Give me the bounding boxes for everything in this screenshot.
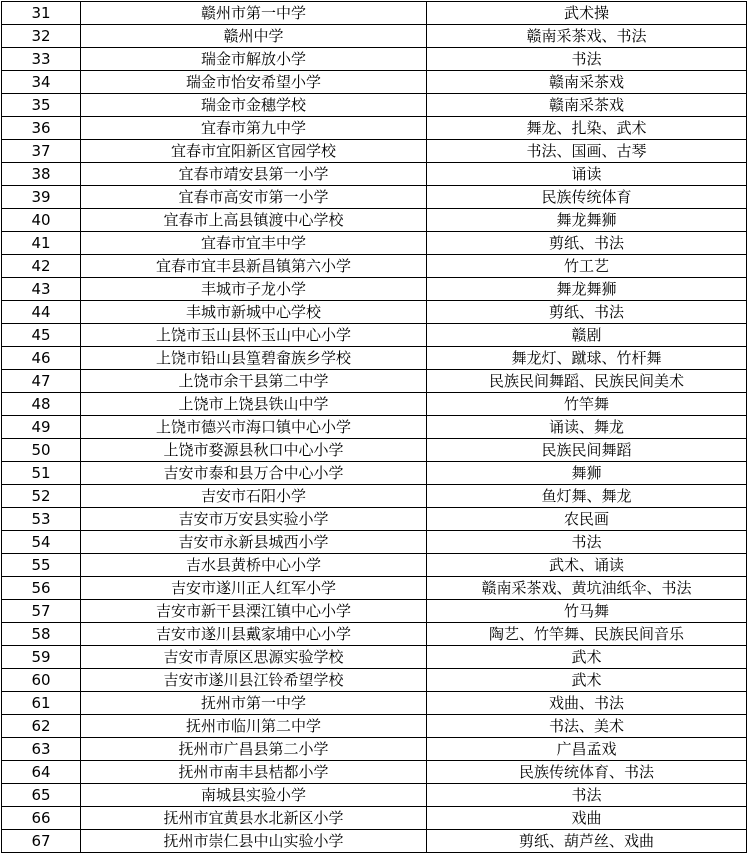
row-number-cell: 42 — [2, 255, 81, 278]
table-row — [2, 830, 747, 853]
table-row — [2, 370, 747, 393]
row-number-cell: 31 — [2, 2, 81, 25]
activity-items-cell: 舞龙舞狮 — [427, 209, 747, 232]
school-name-cell: 抚州市崇仁县中山实验小学 — [81, 830, 427, 853]
table-row — [2, 94, 747, 117]
row-number-cell: 43 — [2, 278, 81, 301]
row-number-cell: 61 — [2, 692, 81, 715]
row-number-cell: 47 — [2, 370, 81, 393]
school-name-cell: 吉安市泰和县万合中心小学 — [81, 462, 427, 485]
activity-items-cell: 赣南采茶戏 — [427, 94, 747, 117]
school-name-cell: 吉安市遂川县江铃希望学校 — [81, 669, 427, 692]
activity-items-cell: 广昌孟戏 — [427, 738, 747, 761]
row-number-cell: 62 — [2, 715, 81, 738]
row-number-cell: 38 — [2, 163, 81, 186]
school-name-cell: 宜春市宜阳新区官园学校 — [81, 140, 427, 163]
activity-items-cell: 舞龙舞狮 — [427, 278, 747, 301]
activity-items-cell: 民族民间舞蹈 — [427, 439, 747, 462]
school-name-cell: 宜春市高安市第一小学 — [81, 186, 427, 209]
activity-items-cell: 民族传统体育 — [427, 186, 747, 209]
school-name-cell: 吉安市青原区思源实验学校 — [81, 646, 427, 669]
row-number-cell: 40 — [2, 209, 81, 232]
school-name-cell: 抚州市广昌县第二小学 — [81, 738, 427, 761]
table-row — [2, 416, 747, 439]
activity-items-cell: 剪纸、书法 — [427, 232, 747, 255]
table-row — [2, 807, 747, 830]
activity-items-cell: 剪纸、葫芦丝、戏曲 — [427, 830, 747, 853]
activity-items-cell: 武术操 — [427, 2, 747, 25]
table-row — [2, 301, 747, 324]
table-body — [2, 2, 747, 853]
row-number-cell: 50 — [2, 439, 81, 462]
school-name-cell: 丰城市子龙小学 — [81, 278, 427, 301]
school-name-cell: 宜春市第九中学 — [81, 117, 427, 140]
school-name-cell: 宜春市靖安县第一小学 — [81, 163, 427, 186]
table-row — [2, 347, 747, 370]
school-name-cell: 上饶市玉山县怀玉山中心小学 — [81, 324, 427, 347]
row-number-cell: 35 — [2, 94, 81, 117]
row-number-cell: 32 — [2, 25, 81, 48]
activity-items-cell: 舞狮 — [427, 462, 747, 485]
table-row — [2, 2, 747, 25]
table-row — [2, 485, 747, 508]
activity-items-cell: 书法、国画、古琴 — [427, 140, 747, 163]
activity-items-cell: 武术 — [427, 669, 747, 692]
table-row — [2, 117, 747, 140]
school-name-cell: 吉安市遂川正人红军小学 — [81, 577, 427, 600]
activity-items-cell: 鱼灯舞、舞龙 — [427, 485, 747, 508]
activity-items-cell: 舞龙、扎染、武术 — [427, 117, 747, 140]
school-name-cell: 宜春市上高县镇渡中心学校 — [81, 209, 427, 232]
school-name-cell: 上饶市铅山县篁碧畲族乡学校 — [81, 347, 427, 370]
activity-items-cell: 竹工艺 — [427, 255, 747, 278]
table-row — [2, 393, 747, 416]
school-name-cell: 吉安市新干县溧江镇中心小学 — [81, 600, 427, 623]
activity-items-cell: 赣剧 — [427, 324, 747, 347]
activity-items-cell: 赣南采茶戏、黄坑油纸伞、书法 — [427, 577, 747, 600]
school-name-cell: 上饶市德兴市海口镇中心小学 — [81, 416, 427, 439]
table-row — [2, 669, 747, 692]
table-row — [2, 761, 747, 784]
table-row — [2, 324, 747, 347]
row-number-cell: 33 — [2, 48, 81, 71]
table-row — [2, 186, 747, 209]
table-row — [2, 784, 747, 807]
row-number-cell: 34 — [2, 71, 81, 94]
activity-items-cell: 农民画 — [427, 508, 747, 531]
school-name-cell: 瑞金市金穗学校 — [81, 94, 427, 117]
table-row — [2, 439, 747, 462]
table-row — [2, 48, 747, 71]
row-number-cell: 53 — [2, 508, 81, 531]
row-number-cell: 63 — [2, 738, 81, 761]
school-name-cell: 吉水县黄桥中心小学 — [81, 554, 427, 577]
table-row — [2, 554, 747, 577]
activity-items-cell: 诵读 — [427, 163, 747, 186]
activity-items-cell: 竹竿舞 — [427, 393, 747, 416]
row-number-cell: 55 — [2, 554, 81, 577]
activity-items-cell: 剪纸、书法 — [427, 301, 747, 324]
school-name-cell: 吉安市遂川县戴家埔中心小学 — [81, 623, 427, 646]
row-number-cell: 58 — [2, 623, 81, 646]
table-row — [2, 209, 747, 232]
row-number-cell: 59 — [2, 646, 81, 669]
school-name-cell: 抚州市临川第二中学 — [81, 715, 427, 738]
row-number-cell: 36 — [2, 117, 81, 140]
row-number-cell: 64 — [2, 761, 81, 784]
table-row — [2, 278, 747, 301]
row-number-cell: 45 — [2, 324, 81, 347]
row-number-cell: 51 — [2, 462, 81, 485]
activity-items-cell: 赣南采茶戏、书法 — [427, 25, 747, 48]
school-name-cell: 赣州中学 — [81, 25, 427, 48]
row-number-cell: 49 — [2, 416, 81, 439]
activity-items-cell: 书法 — [427, 48, 747, 71]
school-name-cell: 赣州市第一中学 — [81, 2, 427, 25]
school-name-cell: 抚州市南丰县桔都小学 — [81, 761, 427, 784]
table-row — [2, 531, 747, 554]
table-row — [2, 715, 747, 738]
row-number-cell: 66 — [2, 807, 81, 830]
school-name-cell: 上饶市上饶县铁山中学 — [81, 393, 427, 416]
row-number-cell: 65 — [2, 784, 81, 807]
row-number-cell: 41 — [2, 232, 81, 255]
row-number-cell: 39 — [2, 186, 81, 209]
school-name-cell: 南城县实验小学 — [81, 784, 427, 807]
activity-items-cell: 舞龙灯、蹴球、竹杆舞 — [427, 347, 747, 370]
table-row — [2, 140, 747, 163]
school-name-cell: 上饶市婺源县秋口中心小学 — [81, 439, 427, 462]
school-name-cell: 宜春市宜丰中学 — [81, 232, 427, 255]
row-number-cell: 67 — [2, 830, 81, 853]
activity-items-cell: 书法、美术 — [427, 715, 747, 738]
table-row — [2, 255, 747, 278]
school-name-cell: 上饶市余干县第二中学 — [81, 370, 427, 393]
activity-items-cell: 竹马舞 — [427, 600, 747, 623]
schools-table — [1, 1, 747, 853]
table-row — [2, 508, 747, 531]
activity-items-cell: 武术、诵读 — [427, 554, 747, 577]
activity-items-cell: 诵读、舞龙 — [427, 416, 747, 439]
school-name-cell: 丰城市新城中心学校 — [81, 301, 427, 324]
activity-items-cell: 赣南采茶戏 — [427, 71, 747, 94]
row-number-cell: 54 — [2, 531, 81, 554]
activity-items-cell: 陶艺、竹竿舞、民族民间音乐 — [427, 623, 747, 646]
school-name-cell: 抚州市宜黄县水北新区小学 — [81, 807, 427, 830]
table-row — [2, 232, 747, 255]
table-row — [2, 71, 747, 94]
table-row — [2, 462, 747, 485]
row-number-cell: 37 — [2, 140, 81, 163]
school-name-cell: 抚州市第一中学 — [81, 692, 427, 715]
school-name-cell: 吉安市万安县实验小学 — [81, 508, 427, 531]
school-name-cell: 吉安市石阳小学 — [81, 485, 427, 508]
row-number-cell: 52 — [2, 485, 81, 508]
table-row — [2, 577, 747, 600]
row-number-cell: 60 — [2, 669, 81, 692]
school-name-cell: 瑞金市怡安希望小学 — [81, 71, 427, 94]
row-number-cell: 46 — [2, 347, 81, 370]
table-row — [2, 600, 747, 623]
table-row — [2, 692, 747, 715]
activity-items-cell: 民族传统体育、书法 — [427, 761, 747, 784]
activity-items-cell: 戏曲、书法 — [427, 692, 747, 715]
row-number-cell: 56 — [2, 577, 81, 600]
activity-items-cell: 戏曲 — [427, 807, 747, 830]
activity-items-cell: 民族民间舞蹈、民族民间美术 — [427, 370, 747, 393]
school-name-cell: 瑞金市解放小学 — [81, 48, 427, 71]
school-name-cell: 吉安市永新县城西小学 — [81, 531, 427, 554]
table-row — [2, 163, 747, 186]
row-number-cell: 44 — [2, 301, 81, 324]
table-row — [2, 738, 747, 761]
table-row — [2, 623, 747, 646]
row-number-cell: 48 — [2, 393, 81, 416]
table-row — [2, 646, 747, 669]
activity-items-cell: 武术 — [427, 646, 747, 669]
activity-items-cell: 书法 — [427, 784, 747, 807]
activity-items-cell: 书法 — [427, 531, 747, 554]
row-number-cell: 57 — [2, 600, 81, 623]
school-name-cell: 宜春市宜丰县新昌镇第六小学 — [81, 255, 427, 278]
table-row — [2, 25, 747, 48]
